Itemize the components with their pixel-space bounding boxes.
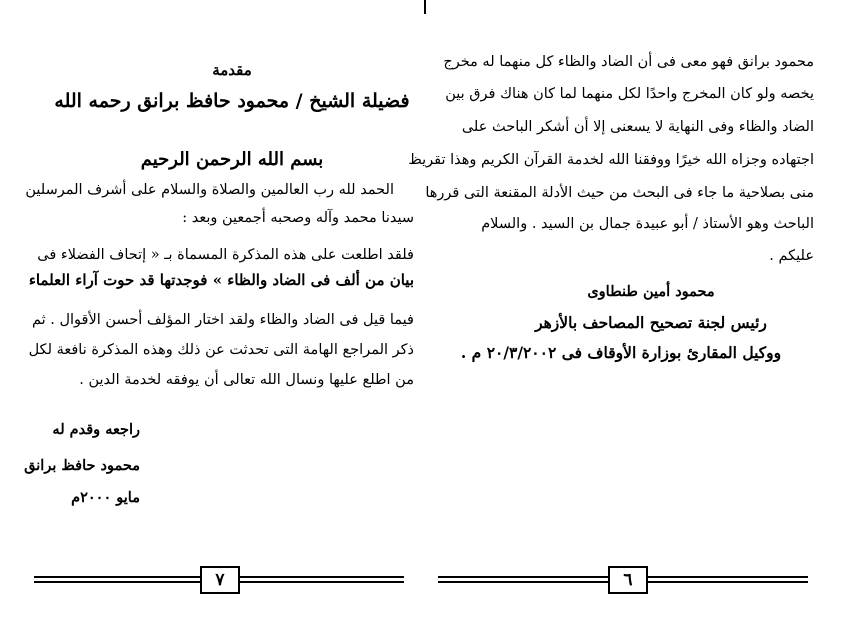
body-line: بيان من ألف فى الضاد والظاء » فوجدتها قد حوت آراء العلماء: [28, 271, 414, 289]
section-subtitle: فضيلة الشيخ / محمود حافظ برانق رحمه الله: [54, 90, 410, 112]
section-title: مقدمة: [212, 61, 252, 79]
body-line: محمود برانق فهو معى فى أن الضاد والظاء كل منهما له مخرج: [443, 54, 814, 70]
body-line: اجتهاده وجزاه الله خيرًا ووفقنا الله لخدمة القرآن الكريم وهذا تقريظ: [408, 152, 814, 168]
body-line: فلقد اطلعت على هذه المذكرة المسماة بـ « إتحاف الفضلاء فى: [37, 247, 414, 263]
reviewer-name: محمود حافظ برانق: [24, 457, 140, 474]
review-date: مايو ٢٠٠٠م: [71, 489, 140, 506]
body-line: سيدنا محمد وآله وصحبه أجمعين وبعد :: [182, 210, 414, 226]
body-line: الحمد لله رب العالمين والصلاة والسلام على أشرف المرسلين: [25, 182, 394, 198]
body-line: عليكم .: [769, 248, 814, 264]
signer-name: محمود أمين طنطاوى: [587, 283, 715, 300]
page-number: ٦: [608, 566, 648, 594]
body-line: الباحث وهو الأستاذ / أبو عبيدة جمال بن السيد . والسلام: [481, 216, 814, 232]
reviewer-label: راجعه وقدم له: [52, 421, 140, 438]
body-line: يخصه ولو كان المخرج واحدًا لكل منهما لما كان هناك فرق بين: [445, 86, 814, 102]
signer-role-date: ووكيل المقارئ بوزارة الأوقاف فى ٢٠/٣/٢٠٠٢ م .: [460, 343, 782, 362]
body-line: ذكر المراجع الهامة التى تحدثت عن ذلك وهذه المذكرة نافعة لكل: [28, 342, 414, 358]
body-line: من اطلع عليها ونسال الله تعالى أن يوفقه لخدمة الدين .: [79, 372, 414, 388]
basmala: بسم الله الرحمن الرحيم: [140, 149, 324, 170]
body-line: منى بصلاحية ما جاء فى البحث من حيث الأدلة المقنعة التى قررها: [425, 185, 814, 201]
signer-role: رئيس لجنة تصحيح المصاحف بالأزهر: [535, 313, 767, 332]
body-line: فيما قيل فى الضاد والظاء ولقد اختار المؤلف أحسن الأقوال . ثم: [31, 312, 414, 328]
body-line: الضاد والظاء وفى النهاية لا يسعنى إلا أن أشكر الباحث على: [461, 119, 814, 135]
right-page: [408, 0, 848, 637]
page-number: ٧: [200, 566, 240, 594]
